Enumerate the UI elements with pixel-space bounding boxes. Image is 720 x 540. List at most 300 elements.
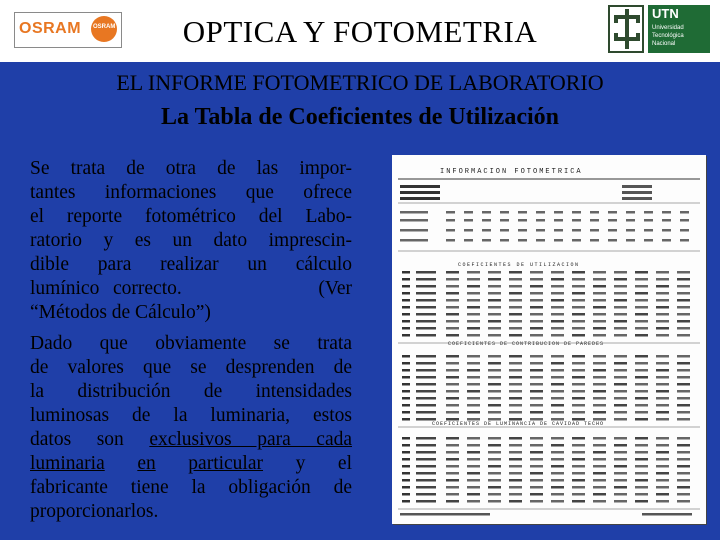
fine-print-mark [467,369,480,372]
fine-print-mark [551,486,564,489]
fine-print-mark [677,411,690,414]
fine-print-mark [593,500,606,503]
underlined-text: en [137,453,156,474]
fine-print-mark [635,278,648,281]
fine-print-mark [530,479,543,482]
fine-print-mark [416,369,436,372]
fine-print-mark [488,278,501,281]
fine-print-mark [416,313,436,316]
fine-print-mark [446,320,459,323]
fine-print-mark [402,334,410,337]
fine-print-mark [518,239,527,242]
fine-print-mark [402,313,410,316]
fine-print-mark [656,271,669,274]
paragraph-1 [30,157,352,325]
fine-print-mark [677,278,690,281]
fine-print-mark [551,278,564,281]
fine-print-mark [446,376,459,379]
osram-bulb-icon [91,16,117,42]
fine-print-mark [656,465,669,468]
fine-print-mark [551,376,564,379]
fine-print-mark [500,211,509,214]
fine-print-mark [572,211,581,214]
fine-print-mark [402,465,410,468]
fine-print-mark [593,278,606,281]
fine-print-mark [500,239,509,242]
fine-print-mark [488,299,501,302]
fine-print-mark [614,411,627,414]
paragraph-2-text: y el [295,453,352,474]
paragraph-2-line: la distribución de intensidades [30,381,352,402]
fine-print-mark [509,306,522,309]
utn-line-3: Nacional [652,41,676,47]
fine-print-mark [536,219,545,222]
fine-print-mark [488,486,501,489]
fine-print-mark [416,437,436,440]
fine-print-mark [644,211,653,214]
fine-print-mark [680,211,689,214]
fine-print-mark [488,451,501,454]
fine-print-mark [551,285,564,288]
fine-print-mark [635,369,648,372]
paragraph-2-line [30,428,352,452]
fine-print-mark [467,376,480,379]
fine-print-mark [530,271,543,274]
fine-print-mark [635,271,648,274]
fine-print-mark [614,437,627,440]
paragraph-2-line: fabricante tiene la obligación de [30,477,352,498]
fine-print-mark [416,472,436,475]
fine-print-mark [446,486,459,489]
fine-print-mark [482,229,491,232]
fine-print-mark [551,437,564,440]
fine-print-mark [467,278,480,281]
fine-print-mark [488,437,501,440]
fine-print-mark [536,211,545,214]
fine-print-mark [614,278,627,281]
fine-print-mark [464,219,473,222]
fine-print-mark [416,299,436,302]
fine-print-mark [446,444,459,447]
fine-print-mark [635,390,648,393]
fine-print-mark [402,376,410,379]
fine-print-mark [572,472,585,475]
fine-print-mark [467,479,480,482]
fine-print-mark [551,451,564,454]
fine-print-mark [593,397,606,400]
fine-print-mark [530,313,543,316]
fine-print-mark [551,334,564,337]
fine-print-mark [416,334,436,337]
fine-print-mark [572,390,585,393]
fine-print-mark [656,486,669,489]
fine-print-mark [402,479,410,482]
slide-title: OPTICA Y FOTOMETRIA [182,14,538,49]
fine-print-mark [551,271,564,274]
fine-print-mark [656,404,669,407]
fine-print-mark [509,327,522,330]
report-section-2: COEFICIENTES DE CONTRIBUCION DE PAREDES [448,341,605,347]
fine-print-mark [446,327,459,330]
fine-print-mark [509,271,522,274]
fine-print-mark [593,369,606,372]
fine-print-mark [614,306,627,309]
fine-print-mark [488,472,501,475]
fine-print-mark [572,369,585,372]
fine-print-mark [656,418,669,421]
fine-print-mark [416,404,436,407]
fine-print-mark [593,376,606,379]
fine-print-mark [635,500,648,503]
fine-print-mark [635,327,648,330]
fine-print-mark [614,486,627,489]
fine-print-mark [635,479,648,482]
fine-print-mark [593,411,606,414]
fine-print-mark [509,437,522,440]
fine-print-mark [656,493,669,496]
fine-print-mark [593,320,606,323]
fine-print-mark [635,451,648,454]
fine-print-mark [677,486,690,489]
fine-print-mark [467,444,480,447]
fine-print-mark [488,418,501,421]
fine-print-mark [635,362,648,365]
fine-print-mark [530,437,543,440]
fine-print-mark [530,355,543,358]
fine-print-mark [656,376,669,379]
fine-print-mark [402,306,410,309]
fine-print-mark [402,486,410,489]
report-rows [398,185,700,516]
fine-print-mark [614,418,627,421]
fine-print-mark [446,278,459,281]
fine-print-mark [488,390,501,393]
paragraph-2-line: de valores que se desprenden de [30,357,352,378]
slide-header [0,0,720,62]
fine-print-mark [635,292,648,295]
paragraph-1-line: “Métodos de Cálculo”) [30,302,211,323]
fine-print-mark [635,444,648,447]
fine-print-mark [509,313,522,316]
fine-print-mark [635,493,648,496]
fine-print-mark [572,411,585,414]
fine-print-mark [416,362,436,365]
fine-print-mark [614,327,627,330]
fine-print-mark [530,320,543,323]
paragraph-2-line: proporcionarlos. [30,501,159,522]
fine-print-mark [593,327,606,330]
fine-print-mark [677,418,690,421]
fine-print-mark [677,437,690,440]
fine-print-mark [488,362,501,365]
fine-print-mark [509,418,522,421]
fine-print-mark [614,404,627,407]
fine-print-mark [677,306,690,309]
fine-print-mark [593,313,606,316]
fine-print-mark [656,411,669,414]
fine-print-mark [446,451,459,454]
fine-print-mark [572,493,585,496]
fine-print-mark [656,397,669,400]
slide-heading: La Tabla de Coeficientes de Utilización [161,104,559,130]
fine-print-mark [446,313,459,316]
fine-print-mark [593,493,606,496]
fine-print-mark [518,211,527,214]
fine-print-mark [572,285,585,288]
fine-print-mark [467,418,480,421]
fine-print-mark [467,500,480,503]
fine-print-mark [572,219,581,222]
fine-print-mark [677,313,690,316]
fine-print-mark [509,299,522,302]
fine-print-mark [402,299,410,302]
underlined-text: particular [188,453,264,474]
paragraph-1-line: tantes informaciones que ofrece [30,182,352,203]
fine-print-mark [656,299,669,302]
fine-print-mark [572,306,585,309]
fine-print-mark [572,292,585,295]
fine-print-mark [644,229,653,232]
fine-print-mark [488,376,501,379]
fine-print-mark [593,404,606,407]
fine-print-mark [530,292,543,295]
utn-abbr: UTN [652,6,679,21]
fine-print-mark [635,355,648,358]
fine-print-mark [402,278,410,281]
fine-print-mark [614,397,627,400]
fine-print-mark [467,397,480,400]
fine-print-mark [593,472,606,475]
photometric-report-scan [392,155,706,524]
fine-print-mark [467,320,480,323]
fine-print-mark [402,285,410,288]
fine-print-mark [416,285,436,288]
paragraph-2-line: luminosas de la luminaria, estos [30,405,352,426]
fine-print-mark [488,292,501,295]
fine-print-mark [416,451,436,454]
fine-print-mark [635,313,648,316]
fine-print-mark [530,306,543,309]
fine-print-mark [416,444,436,447]
fine-print-mark [614,390,627,393]
underlined-text: exclusivos para cada [149,429,352,450]
paragraph-1-line: dible para realizar un cálculo [30,254,352,275]
fine-print-mark [622,197,652,200]
fine-print-mark [614,271,627,274]
underlined-text: luminaria [30,453,105,474]
fine-print-mark [482,239,491,242]
fine-print-mark [572,458,585,461]
fine-print-mark [402,458,410,461]
fine-print-mark [446,479,459,482]
fine-print-mark [677,320,690,323]
report-section-3: COEFICIENTES DE LUMINANCIA DE CAVIDAD TECHO [432,421,605,427]
fine-print-mark [500,219,509,222]
fine-print-mark [593,479,606,482]
fine-print-mark [572,383,585,386]
fine-print-mark [402,292,410,295]
fine-print-mark [509,486,522,489]
fine-print-mark [572,334,585,337]
fine-print-mark [446,404,459,407]
fine-print-mark [416,411,436,414]
fine-print-mark [467,271,480,274]
fine-print-mark [509,390,522,393]
fine-print-mark [593,299,606,302]
fine-print-mark [446,465,459,468]
fine-print-mark [530,465,543,468]
fine-print-mark [551,458,564,461]
photometric-report-image [392,155,706,524]
fine-print-mark [488,285,501,288]
fine-print-mark [677,465,690,468]
fine-print-mark [551,306,564,309]
fine-print-mark [416,493,436,496]
fine-print-mark [635,299,648,302]
fine-print-mark [530,500,543,503]
fine-print-mark [656,320,669,323]
utn-logo [606,3,714,55]
fine-print-mark [635,306,648,309]
fine-print-mark [446,500,459,503]
fine-print-mark [644,219,653,222]
fine-print-mark [572,299,585,302]
fine-print-mark [402,362,410,365]
fine-print-mark [530,362,543,365]
fine-print-mark [662,219,671,222]
fine-print-mark [530,451,543,454]
fine-print-mark [635,285,648,288]
fine-print-mark [593,362,606,365]
fine-print-mark [656,383,669,386]
fine-print-mark [488,320,501,323]
fine-print-mark [593,292,606,295]
paragraph-1-line: Se trata de otra de las impor- [30,158,352,179]
fine-print-mark [551,479,564,482]
fine-print-mark [662,239,671,242]
fine-print-mark [467,458,480,461]
fine-print-mark [572,486,585,489]
fine-print-mark [446,219,455,222]
fine-print-mark [446,299,459,302]
fine-print-mark [530,404,543,407]
fine-print-mark [446,285,459,288]
fine-print-mark [446,334,459,337]
fine-print-mark [402,369,410,372]
fine-print-mark [677,458,690,461]
fine-print-mark [530,390,543,393]
fine-print-mark [677,479,690,482]
fine-print-mark [590,219,599,222]
fine-print-mark [572,500,585,503]
fine-print-mark [680,239,689,242]
fine-print-mark [530,397,543,400]
fine-print-mark [656,444,669,447]
fine-print-mark [551,500,564,503]
fine-print-mark [677,362,690,365]
fine-print-mark [614,292,627,295]
osram-logo [14,12,122,48]
fine-print-mark [551,327,564,330]
fine-print-mark [614,376,627,379]
fine-print-mark [572,418,585,421]
fine-print-mark [509,397,522,400]
fine-print-mark [509,278,522,281]
fine-print-mark [467,292,480,295]
paragraph-1-line: lumínico correcto. (Ver [30,278,352,299]
fine-print-mark [509,355,522,358]
fine-print-mark [572,362,585,365]
fine-print-mark [593,355,606,358]
fine-print-mark [467,486,480,489]
fine-print-mark [593,390,606,393]
fine-print-mark [551,397,564,400]
fine-print-mark [554,219,563,222]
fine-print-mark [402,271,410,274]
fine-print-mark [488,411,501,414]
fine-print-mark [622,191,652,194]
fine-print-mark [593,458,606,461]
fine-print-mark [572,376,585,379]
fine-print-mark [680,219,689,222]
fine-print-mark [509,411,522,414]
fine-print-mark [656,451,669,454]
paragraph-2-line [30,452,352,476]
fine-print-mark [488,271,501,274]
fine-print-mark [402,493,410,496]
fine-print-mark [416,271,436,274]
fine-print-mark [416,383,436,386]
fine-print-mark [518,219,527,222]
fine-print-mark [467,411,480,414]
fine-print-mark [551,355,564,358]
fine-print-mark [509,458,522,461]
fine-print-mark [572,320,585,323]
fine-print-mark [593,451,606,454]
fine-print-mark [635,376,648,379]
fine-print-mark [677,299,690,302]
fine-print-mark [509,285,522,288]
fine-print-mark [467,383,480,386]
fine-print-mark [551,418,564,421]
fine-print-mark [635,404,648,407]
fine-print-mark [614,299,627,302]
fine-print-mark [446,397,459,400]
fine-print-mark [614,334,627,337]
fine-print-mark [593,334,606,337]
fine-print-mark [518,229,527,232]
fine-print-mark [572,327,585,330]
fine-print-mark [593,306,606,309]
osram-wordmark: OSRAM [19,20,82,37]
fine-print-mark [551,465,564,468]
fine-print-mark [446,458,459,461]
fine-print-mark [416,397,436,400]
fine-print-mark [530,334,543,337]
fine-print-mark [536,229,545,232]
fine-print-mark [530,411,543,414]
fine-print-mark [593,271,606,274]
fine-print-mark [572,444,585,447]
fine-print-mark [635,465,648,468]
fine-print-mark [464,211,473,214]
fine-print-mark [551,444,564,447]
utn-emblem-icon [608,5,644,53]
fine-print-mark [614,355,627,358]
fine-print-mark [635,486,648,489]
fine-print-mark [530,299,543,302]
fine-print-mark [551,299,564,302]
